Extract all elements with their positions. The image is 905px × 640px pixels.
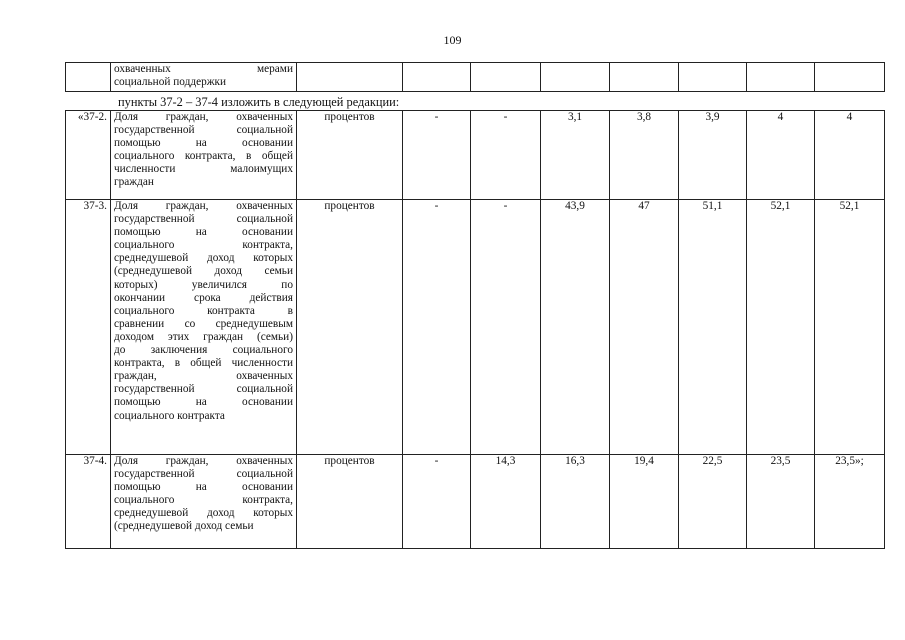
description-line: граждан, охваченных — [114, 370, 293, 383]
description-line: доходом этих граждан (семьи) — [114, 330, 293, 343]
table-row — [66, 111, 885, 200]
description-line: помощью на основании — [114, 396, 293, 409]
row-number: «37-2. — [66, 111, 111, 200]
description-line: социальной поддержки — [114, 76, 227, 89]
value-cell: 14,3 — [471, 455, 541, 549]
row-number: 37-3. — [66, 200, 111, 455]
description-line: среднедушевой доход которых — [114, 507, 293, 520]
description-line: до заключения социального — [114, 344, 293, 357]
value-cell — [747, 63, 815, 92]
indicator-description — [111, 455, 297, 549]
value-cell — [679, 63, 747, 92]
value-cell — [403, 63, 471, 92]
value-cell: - — [403, 455, 471, 549]
description-line: помощью на основании — [114, 137, 293, 150]
description-line: государственной социальной — [114, 124, 293, 137]
value-cell: 47 — [610, 200, 679, 455]
page-number: 109 — [443, 33, 462, 47]
description-line: помощью на основании — [114, 226, 293, 239]
value-cell: 3,1 — [541, 111, 610, 200]
description-line: охваченных мерами — [114, 63, 293, 75]
description-line: граждан — [114, 176, 154, 189]
description-line: социального контракта, — [114, 494, 293, 507]
value-cell: 52,1 — [747, 200, 815, 455]
value-cell: 3,8 — [610, 111, 679, 200]
unit-cell: процентов — [297, 200, 403, 455]
description-line: контракта, в общей численности — [114, 357, 293, 370]
value-cell: - — [471, 200, 541, 455]
description-line: государственной социальной — [114, 213, 293, 226]
indicator-description — [111, 200, 297, 455]
description-line: помощью на основании — [114, 481, 293, 494]
value-cell: 43,9 — [541, 200, 610, 455]
indicators-table — [65, 110, 885, 549]
description-line: социального контракта, в общей — [114, 150, 293, 163]
value-cell: 16,3 — [541, 455, 610, 549]
description-line: которых) увеличился по — [114, 278, 293, 291]
description-line: (среднедушевой доход семьи — [114, 520, 254, 533]
amendment-instruction: пункты 37-2 – 37-4 изложить в следующей редакции: — [118, 95, 400, 109]
description-line: Доля граждан, охваченных — [114, 200, 293, 212]
description-line: (среднедушевой доход семьи — [114, 265, 293, 278]
table-row — [66, 63, 885, 92]
description-line: среднедушевой доход которых — [114, 252, 293, 265]
value-cell — [471, 63, 541, 92]
value-cell — [610, 63, 679, 92]
unit-cell: процентов — [297, 455, 403, 549]
value-cell: - — [403, 200, 471, 455]
description-line: сравнении со среднедушевым — [114, 317, 293, 330]
description-line: социального контракта, — [114, 239, 293, 252]
description-line: Доля граждан, охваченных — [114, 455, 293, 467]
top-table-fragment — [65, 62, 885, 92]
value-cell: 23,5»; — [815, 455, 885, 549]
value-cell: 22,5 — [679, 455, 747, 549]
value-cell: 4 — [815, 111, 885, 200]
value-cell — [541, 63, 610, 92]
value-cell: 51,1 — [679, 200, 747, 455]
value-cell: 52,1 — [815, 200, 885, 455]
value-cell: 4 — [747, 111, 815, 200]
row-number-cell — [66, 63, 111, 92]
value-cell: - — [403, 111, 471, 200]
description-line: Доля граждан, охваченных — [114, 111, 293, 123]
value-cell: - — [471, 111, 541, 200]
description-line: социального контракта — [114, 409, 225, 422]
description-line: государственной социальной — [114, 468, 293, 481]
table-row — [66, 455, 885, 549]
description-line: социального контракта в — [114, 304, 293, 317]
description-line: государственной социальной — [114, 383, 293, 396]
table-row — [66, 200, 885, 455]
value-cell: 19,4 — [610, 455, 679, 549]
description-line: численности малоимущих — [114, 163, 293, 176]
value-cell: 23,5 — [747, 455, 815, 549]
description-line: окончании срока действия — [114, 291, 293, 304]
row-number: 37-4. — [66, 455, 111, 549]
indicator-description — [111, 63, 297, 92]
indicator-description — [111, 111, 297, 200]
unit-cell: процентов — [297, 111, 403, 200]
unit-cell — [297, 63, 403, 92]
value-cell — [815, 63, 885, 92]
value-cell: 3,9 — [679, 111, 747, 200]
